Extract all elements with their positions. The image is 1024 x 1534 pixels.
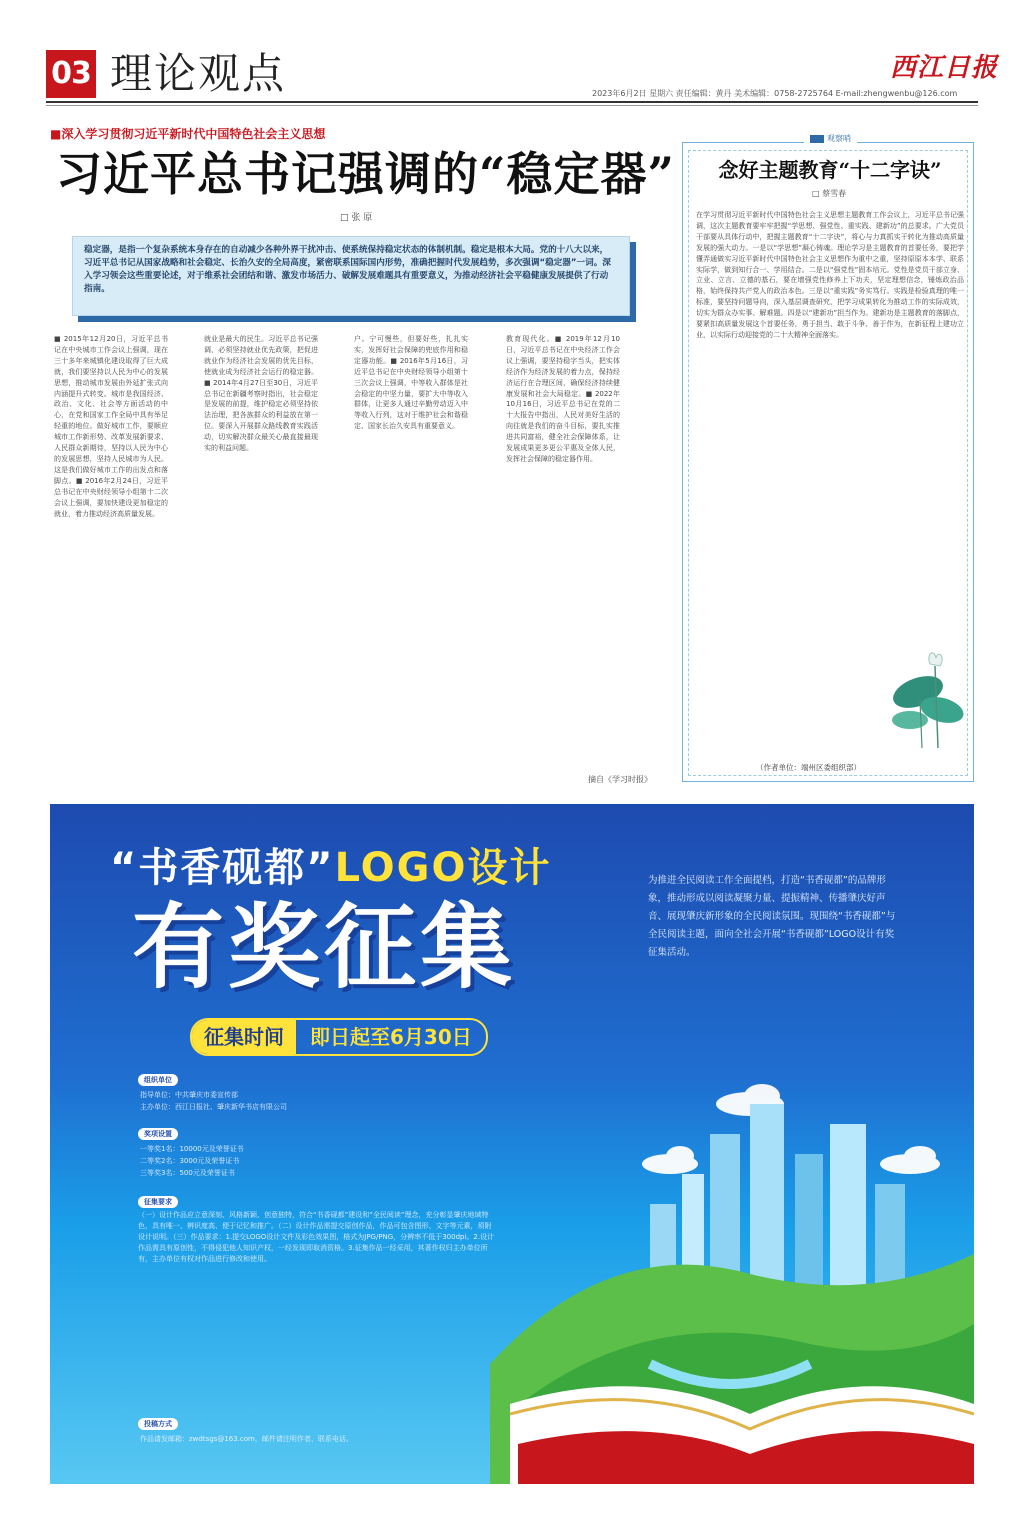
sidebar-tag-label: 观察哨 — [827, 134, 851, 143]
ad-awards-label: 奖项设置 — [138, 1128, 178, 1140]
ad-headline-prefix: “书香砚都” — [110, 845, 335, 891]
article-column-4: 教育现代化。■ 2019年12月10日，习近平总书记在中央经济工作会议上强调，要坚持稳字当头，把实体经济作为经济发展的着力点，保持经济运行在合理区间，确保经济持续健康发展和社会大局稳定。■ 2022年10月16日，习近平总书记在党的二十大报告中指出，人民对美好生活的向往就是我们的奋斗目标，要扎实推进共同富裕，健全社会保障体系，让发展成果更多更公平惠及全体人民，发挥社会保障的稳定器作用。 — [506, 335, 620, 463]
paper-logo: 西江日报 — [890, 53, 999, 83]
header-meta: 2023年6月2日 星期六 责任编辑：黄丹 美术编辑：0758-2725764 E-mail:zhengwenbu@126.com — [592, 89, 958, 98]
ad-contact-label: 投稿方式 — [138, 1418, 178, 1430]
ad-time-pill — [190, 1018, 488, 1056]
header-divider — [46, 101, 978, 103]
ad-time-label: 征集时间 — [192, 1020, 296, 1054]
lotus-illustration — [880, 640, 970, 750]
article-summary: 稳定器，是指一个复杂系统本身存在的自动减少各种外界干扰冲击、使系统保持稳定状态的体制机制。稳定是根本大局。党的十八大以来，习近平总书记从国家战略和社会稳定、长治久安的全局高度，紧密联系国际国内形势，准确把握时代发展趋势，多次强调“稳定器”一词。深入学习领会这些重要论述，对于维系社会团结和谐、激发市场活力、破解发展难题具有重要意义，为推动经济社会平稳健康发展提供了行动指南。 — [84, 245, 611, 294]
header-divider-thin — [46, 105, 978, 106]
ad-award-line: 一等奖1名：10000元及荣誉证书 — [140, 1145, 244, 1153]
sidebar-author: （作者单位：端州区委组织部） — [756, 763, 861, 772]
page-number: 03 — [46, 50, 96, 98]
article-column-2: 就业是最大的民生。习近平总书记强调，必须坚持就业优先政策，把促进就业作为经济社会发展的优先目标，使就业成为经济社会运行的稳定器。■ 2014年4月27日至30日，习近平总书记在新疆考察时指出，社会稳定是发展的前提，维护稳定必须坚持依法治理，把各族群众的利益放在第一位。要深入开展群众路线教育实践活动，切实解决群众最关心最直接最现实的利益问题。 — [204, 335, 318, 453]
tag-square-icon — [810, 135, 824, 143]
ad-requirements: （一）设计作品应立意深刻、风格新颖、创意独特，符合“书香砚都”建设和“全民阅读”理念，充分彰显肇庆地域特色，具有唯一、辨识度高、便于记忆和推广。（二）设计作品需提交原创作品，作品可包含图形、文字等元素，须附设计说明。（三）作品要求：1.提交LOGO设计文件及彩色效果图，格式为JPG/PNG，分辨率不低于300dpi。2.设计作品需具有原创性，不得侵犯他人知识产权，一经发现即取消资格。3.征集作品一经采用，其著作权归主办单位所有，主办单位有权对作品进行修改和使用。 — [138, 1211, 495, 1263]
article-column-1: ■ 2015年12月20日，习近平总书记在中央城市工作会议上强调，现在三十多年来城镇化建设取得了巨大成就，我们要坚持以人民为中心的发展思想，推动城市发展由外延扩张式向内涵提升式转变。城市是我国经济、政治、文化、社会等方面活动的中心，在党和国家工作全局中具有举足轻重的地位。做好城市工作，要顺应城市工作新形势、改革发展新要求、人民群众新期待，坚持以人民为中心的发展思想，坚持人民城市为人民。这是我们做好城市工作的出发点和落脚点。■ 2016年2月24日，习近平总书记在中央财经领导小组第十二次会议上强调，要加快建设更加稳定的就业，着力推动经济高质量发展。 — [54, 335, 168, 518]
ad-intro: 为推进全民阅读工作全面提档，打造“书香砚都”的品牌形象，推动形成以阅读凝聚力量、提振精神、传播肇庆好声音、展现肇庆新形象的全民阅读氛围。现围绕“书香砚都”与全民阅读主题，面向全社会开展“书香砚都”LOGO设计有奖征集活动。 — [648, 875, 896, 958]
sidebar-body: 在学习贯彻习近平新时代中国特色社会主义思想主题教育工作会议上，习近平总书记强调，这次主题教育要牢牢把握“学思想、强党性、重实践、建新功”的总要求。广大党员干部要从具体行动中，把握主题教育“十二字诀”，将心与力真抓实干转化为推动高质量发展的强大动力。一是以“学思想”凝心铸魂。理论学习是主题教育的首要任务，要把学懂弄通做实习近平新时代中国特色社会主义思想作为重中之重，坚持原原本本学、联系实际学，做到知行合一、学用结合。二是以“强党性”固本培元。党性是党员干部立身、立业、立言、立德的基石，要在增强党性修养上下功夫，坚定理想信念，锤炼政治品格，始终保持共产党人的政治本色。三是以“重实践”务实笃行。实践是检验真理的唯一标准，要坚持问题导向，深入基层调查研究，把学习成果转化为推动工作的实际成效，切实为群众办实事、解难题。四是以“建新功”担当作为。建新功是主题教育的落脚点，要紧扣高质量发展这个首要任务，勇于担当、敢于斗争、善于作为，在新征程上建功立业，以实际行动迎接党的二十大精神全面落实。 — [696, 211, 964, 339]
article-column-3: 户。宁可慢些，但要好些，扎扎实实，发挥好社会保障的兜底作用和稳定器功能。■ 2016年5月16日，习近平总书记在中央财经领导小组第十三次会议上强调，中等收入群体是社会稳定的中坚力量，要扩大中等收入群体，让更多人通过辛勤劳动迈入中等收入行列，这对于维护社会和谐稳定、国家长治久安具有重要意义。 — [354, 335, 468, 431]
ad-organizer-line: 指导单位：中共肇庆市委宣传部 — [140, 1091, 238, 1099]
ad-time-value: 即日起至6月30日 — [310, 1025, 472, 1049]
ad-headline-main: 有奖征集 — [132, 894, 517, 1001]
sidebar-byline: □ 蔡雪春 — [812, 189, 847, 198]
section-title: 理论观点 — [110, 49, 287, 98]
ad-organizers-label: 组织单位 — [138, 1074, 178, 1086]
article-byline: □ 张 原 — [340, 213, 373, 223]
sidebar-title: 念好主题教育“十二字诀” — [718, 158, 942, 182]
ad-award-line: 二等奖2名：3000元及荣誉证书 — [140, 1157, 240, 1165]
ad-headline-top — [110, 836, 551, 893]
article-source: 摘自《学习时报》 — [588, 775, 652, 784]
article-kicker: ■深入学习贯彻习近平新时代中国特色社会主义思想 — [50, 127, 326, 141]
article-headline: 习近平总书记强调的“稳定器” — [56, 147, 675, 201]
ad-organizer-line: 主办单位：西江日报社、肇庆新华书店有限公司 — [140, 1103, 287, 1111]
ad-contact: 作品请发邮箱：zwdtsgs@163.com，邮件请注明作者、联系电话。 — [140, 1435, 353, 1443]
ad-award-line: 三等奖3名：500元及荣誉证书 — [140, 1169, 235, 1177]
sidebar-tag — [804, 132, 857, 146]
ad-requirements-label: 征集要求 — [138, 1196, 178, 1208]
ad-headline-logo: LOGO设计 — [334, 845, 552, 891]
cloud-icon — [642, 1084, 940, 1174]
